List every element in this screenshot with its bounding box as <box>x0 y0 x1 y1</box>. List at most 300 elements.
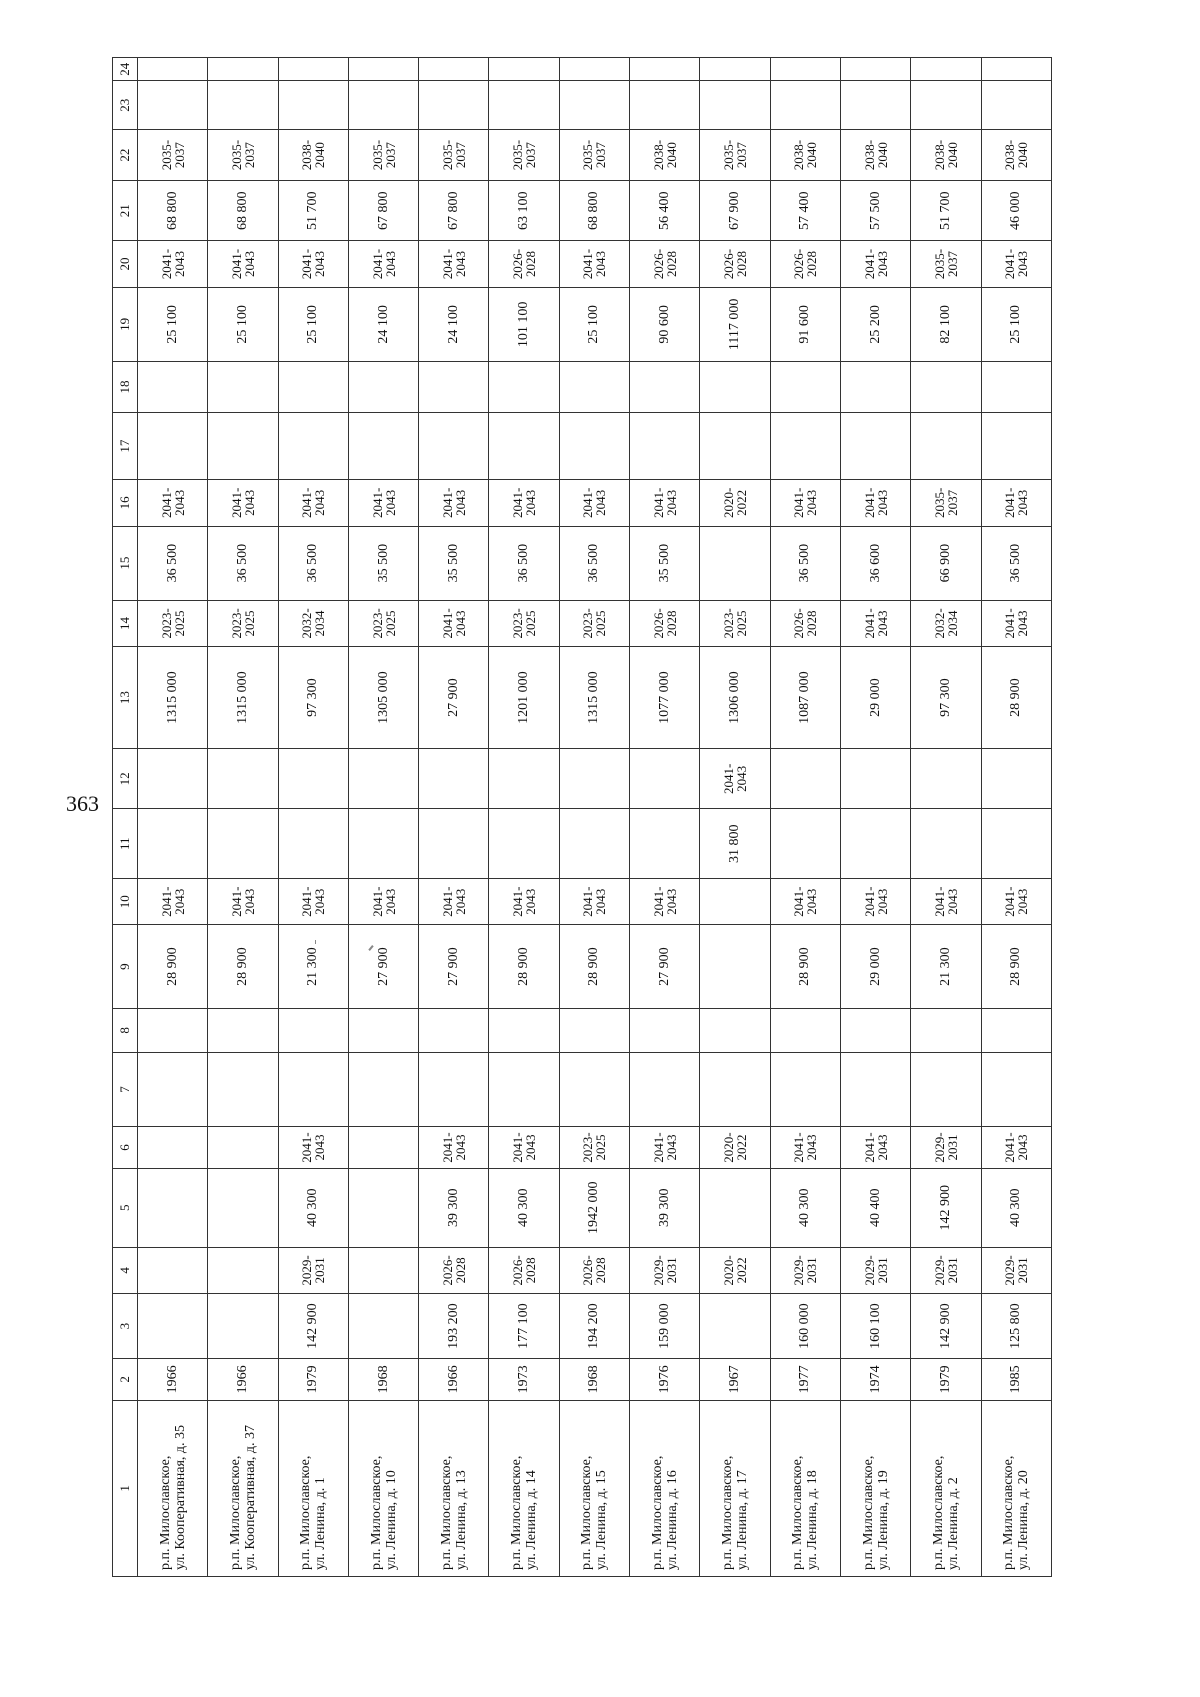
period-cell <box>208 1127 278 1169</box>
column-number: 6 <box>113 1127 138 1169</box>
period-cell <box>840 749 910 809</box>
table-cell <box>208 361 278 412</box>
period-cell: 2041- 2043 <box>559 480 629 526</box>
period-cell: 2026- 2028 <box>700 241 770 287</box>
period-cell: 2041- 2043 <box>419 241 489 287</box>
period-cell: 2041- 2043 <box>840 241 910 287</box>
period-cell <box>208 1247 278 1293</box>
table-cell: 36 600 <box>840 526 910 600</box>
table-cell: 25 100 <box>138 287 208 361</box>
table-cell <box>348 58 418 81</box>
table-cell <box>419 1052 489 1126</box>
period-cell: 2029- 2031 <box>981 1247 1051 1293</box>
table-cell <box>700 1168 770 1247</box>
table-row <box>700 58 770 1577</box>
table-cell: 24 100 <box>419 287 489 361</box>
table-cell: 67 900 <box>700 181 770 241</box>
table-cell <box>911 1008 981 1052</box>
period-cell: 2041- 2043 <box>419 600 489 646</box>
table-cell: 97 300 <box>278 647 348 749</box>
column-number: 13 <box>113 647 138 749</box>
table-cell: 36 500 <box>489 526 559 600</box>
period-cell <box>278 749 348 809</box>
table-cell <box>489 81 559 130</box>
table-cell <box>419 58 489 81</box>
table-cell: 29 000 <box>840 647 910 749</box>
table-cell: 142 900 <box>911 1168 981 1247</box>
period-cell: 2023- 2025 <box>700 600 770 646</box>
table-cell <box>770 1052 840 1126</box>
table-cell <box>911 58 981 81</box>
table-cell <box>419 412 489 479</box>
period-cell: 2041- 2043 <box>419 480 489 526</box>
period-cell: 2041- 2043 <box>138 480 208 526</box>
table-row <box>208 58 278 1577</box>
table-cell <box>278 1052 348 1126</box>
period-cell: 2029- 2031 <box>911 1127 981 1169</box>
table-cell <box>559 412 629 479</box>
period-cell: 2041- 2043 <box>700 749 770 809</box>
period-cell: 2041- 2043 <box>208 879 278 925</box>
table-cell: 40 300 <box>770 1168 840 1247</box>
period-cell: 2032- 2034 <box>278 600 348 646</box>
period-cell: 2023- 2025 <box>559 600 629 646</box>
period-cell: 2041- 2043 <box>840 879 910 925</box>
column-number: 20 <box>113 241 138 287</box>
table-cell <box>278 412 348 479</box>
period-cell <box>138 749 208 809</box>
column-number: 11 <box>113 809 138 879</box>
period-cell: 2041- 2043 <box>981 879 1051 925</box>
table-cell: 36 500 <box>278 526 348 600</box>
period-cell: 2020- 2022 <box>700 1127 770 1169</box>
period-cell: 2041- 2043 <box>770 480 840 526</box>
table-cell: 1966 <box>138 1359 208 1401</box>
table-cell: 56 400 <box>630 181 700 241</box>
period-cell: 2029- 2031 <box>911 1247 981 1293</box>
table-cell: 1117 000 <box>700 287 770 361</box>
period-cell: 2041- 2043 <box>278 241 348 287</box>
period-cell: 2038- 2040 <box>911 130 981 181</box>
period-cell: 2038- 2040 <box>981 130 1051 181</box>
table-cell <box>278 809 348 879</box>
table-cell <box>278 361 348 412</box>
table-cell: 1977 <box>770 1359 840 1401</box>
table-cell <box>981 809 1051 879</box>
table-cell: 160 000 <box>770 1294 840 1359</box>
period-cell: 2035- 2037 <box>489 130 559 181</box>
table-cell <box>770 81 840 130</box>
period-cell: 2035- 2037 <box>208 130 278 181</box>
table-cell <box>630 1052 700 1126</box>
table-cell: 63 100 <box>489 181 559 241</box>
table-cell: 67 800 <box>348 181 418 241</box>
table-row <box>348 58 418 1577</box>
period-cell: 2041- 2043 <box>981 1127 1051 1169</box>
table-cell <box>840 412 910 479</box>
column-number: 15 <box>113 526 138 600</box>
period-cell: 2038- 2040 <box>770 130 840 181</box>
table-cell <box>489 809 559 879</box>
table-cell: 28 900 <box>208 925 278 1008</box>
period-cell <box>981 749 1051 809</box>
scan-mark <box>315 940 316 944</box>
period-cell: 2035- 2037 <box>911 241 981 287</box>
address-cell: р.п. Милославское, ул. Кооперативная, д. 37 <box>208 1400 278 1576</box>
table-cell <box>630 1008 700 1052</box>
table-cell: 125 800 <box>981 1294 1051 1359</box>
table-cell: 1976 <box>630 1359 700 1401</box>
table-cell: 39 300 <box>630 1168 700 1247</box>
table-cell: 1315 000 <box>138 647 208 749</box>
table-cell: 28 900 <box>559 925 629 1008</box>
table-cell <box>348 1008 418 1052</box>
table-cell: 25 100 <box>981 287 1051 361</box>
table-cell: 36 500 <box>770 526 840 600</box>
table-cell <box>981 361 1051 412</box>
table-cell: 1973 <box>489 1359 559 1401</box>
table-cell: 1979 <box>911 1359 981 1401</box>
table-cell: 25 100 <box>278 287 348 361</box>
table-cell <box>981 58 1051 81</box>
column-number: 19 <box>113 287 138 361</box>
rotated-table-container <box>112 57 1052 1577</box>
period-cell <box>911 749 981 809</box>
period-cell: 2023- 2025 <box>489 600 559 646</box>
table-cell: 193 200 <box>419 1294 489 1359</box>
period-cell: 2038- 2040 <box>630 130 700 181</box>
table-cell <box>700 361 770 412</box>
table-cell <box>981 412 1051 479</box>
table-cell <box>208 1294 278 1359</box>
table-cell <box>840 1052 910 1126</box>
table-cell <box>911 809 981 879</box>
table-cell: 1966 <box>208 1359 278 1401</box>
period-cell: 2041- 2043 <box>278 879 348 925</box>
table-cell <box>138 1168 208 1247</box>
table-cell <box>770 1008 840 1052</box>
column-number: 2 <box>113 1359 138 1401</box>
table-cell: 46 000 <box>981 181 1051 241</box>
table-cell <box>981 1008 1051 1052</box>
table-cell <box>840 58 910 81</box>
table-cell <box>489 1008 559 1052</box>
table-cell: 142 900 <box>911 1294 981 1359</box>
table-cell: 1974 <box>840 1359 910 1401</box>
column-number: 3 <box>113 1294 138 1359</box>
period-cell: 2041- 2043 <box>630 879 700 925</box>
table-cell <box>208 412 278 479</box>
column-number: 7 <box>113 1052 138 1126</box>
table-cell: 35 500 <box>630 526 700 600</box>
table-cell: 1306 000 <box>700 647 770 749</box>
table-cell <box>348 81 418 130</box>
column-number: 8 <box>113 1008 138 1052</box>
table-cell <box>770 412 840 479</box>
table-cell: 68 800 <box>138 181 208 241</box>
table-cell <box>348 809 418 879</box>
address-cell: р.п. Милославское, ул. Ленина, д. 18 <box>770 1400 840 1576</box>
period-cell: 2041- 2043 <box>278 1127 348 1169</box>
period-cell <box>348 749 418 809</box>
table-cell: 159 000 <box>630 1294 700 1359</box>
period-cell: 2041- 2043 <box>138 879 208 925</box>
column-number: 12 <box>113 749 138 809</box>
table-cell: 25 200 <box>840 287 910 361</box>
period-cell: 2020- 2022 <box>700 480 770 526</box>
address-cell: р.п. Милославское, ул. Ленина, д. 19 <box>840 1400 910 1576</box>
table-cell <box>630 58 700 81</box>
period-cell: 2035- 2037 <box>700 130 770 181</box>
table-cell: 1968 <box>348 1359 418 1401</box>
table-row <box>630 58 700 1577</box>
period-cell: 2041- 2043 <box>348 480 418 526</box>
table-cell: 97 300 <box>911 647 981 749</box>
table-cell <box>840 1008 910 1052</box>
table-cell <box>559 361 629 412</box>
table-cell <box>138 1294 208 1359</box>
column-number: 22 <box>113 130 138 181</box>
table-cell <box>981 81 1051 130</box>
table-cell: 1305 000 <box>348 647 418 749</box>
table-row <box>911 58 981 1577</box>
period-cell: 2041- 2043 <box>840 1127 910 1169</box>
table-cell <box>208 809 278 879</box>
table-row <box>770 58 840 1577</box>
period-cell: 2041- 2043 <box>981 600 1051 646</box>
period-cell <box>419 749 489 809</box>
period-cell: 2026- 2028 <box>770 241 840 287</box>
period-cell: 2041- 2043 <box>840 480 910 526</box>
period-cell: 2041- 2043 <box>489 1127 559 1169</box>
period-cell: 2023- 2025 <box>348 600 418 646</box>
table-cell: 51 700 <box>911 181 981 241</box>
period-cell <box>700 879 770 925</box>
period-cell: 2026- 2028 <box>559 1247 629 1293</box>
period-cell: 2026- 2028 <box>770 600 840 646</box>
table-cell <box>278 58 348 81</box>
period-cell: 2029- 2031 <box>770 1247 840 1293</box>
address-cell: р.п. Милославское, ул. Ленина, д. 10 <box>348 1400 418 1576</box>
table-cell <box>489 361 559 412</box>
table-cell <box>138 58 208 81</box>
housing-repair-table <box>112 57 1052 1577</box>
table-cell: 40 300 <box>489 1168 559 1247</box>
table-row <box>489 58 559 1577</box>
period-cell: 2023- 2025 <box>138 600 208 646</box>
period-cell: 2041- 2043 <box>348 879 418 925</box>
table-cell <box>278 81 348 130</box>
period-cell: 2041- 2043 <box>840 600 910 646</box>
table-cell: 90 600 <box>630 287 700 361</box>
period-cell: 2035- 2037 <box>559 130 629 181</box>
table-cell: 1087 000 <box>770 647 840 749</box>
period-cell: 2041- 2043 <box>419 879 489 925</box>
table-cell <box>559 1052 629 1126</box>
table-cell: 40 400 <box>840 1168 910 1247</box>
period-cell: 2026- 2028 <box>489 1247 559 1293</box>
column-number: 16 <box>113 480 138 526</box>
table-row <box>559 58 629 1577</box>
period-cell: 2035- 2037 <box>138 130 208 181</box>
table-row <box>419 58 489 1577</box>
table-cell <box>700 1294 770 1359</box>
table-cell: 1966 <box>419 1359 489 1401</box>
table-cell <box>911 1052 981 1126</box>
table-cell: 27 900 <box>630 925 700 1008</box>
table-cell <box>630 81 700 130</box>
table-cell <box>840 809 910 879</box>
column-number: 17 <box>113 412 138 479</box>
period-cell <box>138 1247 208 1293</box>
table-cell <box>278 1008 348 1052</box>
table-cell: 91 600 <box>770 287 840 361</box>
table-cell <box>770 58 840 81</box>
table-cell <box>419 809 489 879</box>
period-cell: 2026- 2028 <box>419 1247 489 1293</box>
table-cell: 101 100 <box>489 287 559 361</box>
address-cell: р.п. Милославское, ул. Ленина, д. 17 <box>700 1400 770 1576</box>
table-cell: 57 500 <box>840 181 910 241</box>
table-cell <box>700 81 770 130</box>
table-cell: 66 900 <box>911 526 981 600</box>
period-cell <box>348 1247 418 1293</box>
table-row <box>840 58 910 1577</box>
table-cell <box>911 361 981 412</box>
table-cell <box>981 1052 1051 1126</box>
period-cell: 2041- 2043 <box>770 1127 840 1169</box>
table-cell: 194 200 <box>559 1294 629 1359</box>
column-number: 10 <box>113 879 138 925</box>
table-cell <box>489 58 559 81</box>
table-cell <box>630 361 700 412</box>
period-cell: 2041- 2043 <box>981 241 1051 287</box>
table-cell <box>419 1008 489 1052</box>
period-cell: 2041- 2043 <box>419 1127 489 1169</box>
table-cell <box>559 58 629 81</box>
table-cell <box>770 809 840 879</box>
table-cell: 1315 000 <box>559 647 629 749</box>
period-cell: 2041- 2043 <box>981 480 1051 526</box>
period-cell: 2029- 2031 <box>630 1247 700 1293</box>
column-number-row <box>113 58 138 1577</box>
table-cell: 28 900 <box>770 925 840 1008</box>
period-cell: 2041- 2043 <box>630 1127 700 1169</box>
period-cell <box>138 1127 208 1169</box>
period-cell: 2041- 2043 <box>348 241 418 287</box>
table-row <box>981 58 1051 1577</box>
address-cell: р.п. Милославское, ул. Ленина, д. 20 <box>981 1400 1051 1576</box>
table-cell <box>348 1168 418 1247</box>
period-cell: 2023- 2025 <box>559 1127 629 1169</box>
table-cell: 68 800 <box>208 181 278 241</box>
period-cell: 2035- 2037 <box>348 130 418 181</box>
period-cell <box>630 749 700 809</box>
period-cell: 2023- 2025 <box>208 600 278 646</box>
period-cell: 2041- 2043 <box>559 879 629 925</box>
table-row <box>138 58 208 1577</box>
table-cell <box>630 412 700 479</box>
period-cell: 2041- 2043 <box>208 241 278 287</box>
table-cell: 28 900 <box>981 647 1051 749</box>
period-cell <box>770 749 840 809</box>
table-cell: 25 100 <box>208 287 278 361</box>
table-cell: 36 500 <box>138 526 208 600</box>
table-cell <box>911 81 981 130</box>
table-cell: 31 800 <box>700 809 770 879</box>
period-cell <box>489 749 559 809</box>
table-cell: 1942 000 <box>559 1168 629 1247</box>
period-cell: 2026- 2028 <box>489 241 559 287</box>
table-cell <box>419 81 489 130</box>
table-cell <box>138 809 208 879</box>
table-cell: 27 900 <box>348 925 418 1008</box>
table-cell <box>348 412 418 479</box>
period-cell: 2035- 2037 <box>419 130 489 181</box>
table-cell: 1985 <box>981 1359 1051 1401</box>
period-cell: 2041- 2043 <box>911 879 981 925</box>
period-cell <box>559 749 629 809</box>
period-cell: 2038- 2040 <box>840 130 910 181</box>
table-row <box>278 58 348 1577</box>
period-cell: 2029- 2031 <box>840 1247 910 1293</box>
table-cell <box>138 361 208 412</box>
column-number: 9 <box>113 925 138 1008</box>
period-cell: 2041- 2043 <box>770 879 840 925</box>
table-cell <box>348 1052 418 1126</box>
table-cell: 24 100 <box>348 287 418 361</box>
table-cell: 21 300 <box>911 925 981 1008</box>
period-cell <box>208 749 278 809</box>
address-cell: р.п. Милославское, ул. Ленина, д. 16 <box>630 1400 700 1576</box>
address-cell: р.п. Милославское, ул. Ленина, д. 13 <box>419 1400 489 1576</box>
table-cell: 28 900 <box>138 925 208 1008</box>
table-cell <box>700 1052 770 1126</box>
table-cell: 35 500 <box>419 526 489 600</box>
table-cell: 1979 <box>278 1359 348 1401</box>
table-cell <box>840 81 910 130</box>
table-cell: 27 900 <box>419 647 489 749</box>
table-cell: 51 700 <box>278 181 348 241</box>
table-cell <box>700 1008 770 1052</box>
column-number: 21 <box>113 181 138 241</box>
table-cell: 28 900 <box>981 925 1051 1008</box>
address-cell: р.п. Милославское, ул. Ленина, д. 1 <box>278 1400 348 1576</box>
table-cell <box>419 361 489 412</box>
column-number: 24 <box>113 58 138 81</box>
table-cell <box>208 81 278 130</box>
table-cell <box>138 412 208 479</box>
table-cell: 28 900 <box>489 925 559 1008</box>
page-number: 363 <box>66 791 99 816</box>
table-cell: 1201 000 <box>489 647 559 749</box>
period-cell: 2035- 2037 <box>911 480 981 526</box>
table-cell <box>700 925 770 1008</box>
table-cell <box>911 412 981 479</box>
table-cell: 25 100 <box>559 287 629 361</box>
table-cell: 40 300 <box>278 1168 348 1247</box>
table-cell <box>208 1168 278 1247</box>
table-cell <box>700 412 770 479</box>
table-cell <box>559 1008 629 1052</box>
column-number: 5 <box>113 1168 138 1247</box>
period-cell: 2041- 2043 <box>138 241 208 287</box>
table-cell <box>489 412 559 479</box>
table-cell: 27 900 <box>419 925 489 1008</box>
table-cell <box>840 361 910 412</box>
period-cell: 2041- 2043 <box>278 480 348 526</box>
table-cell <box>770 361 840 412</box>
